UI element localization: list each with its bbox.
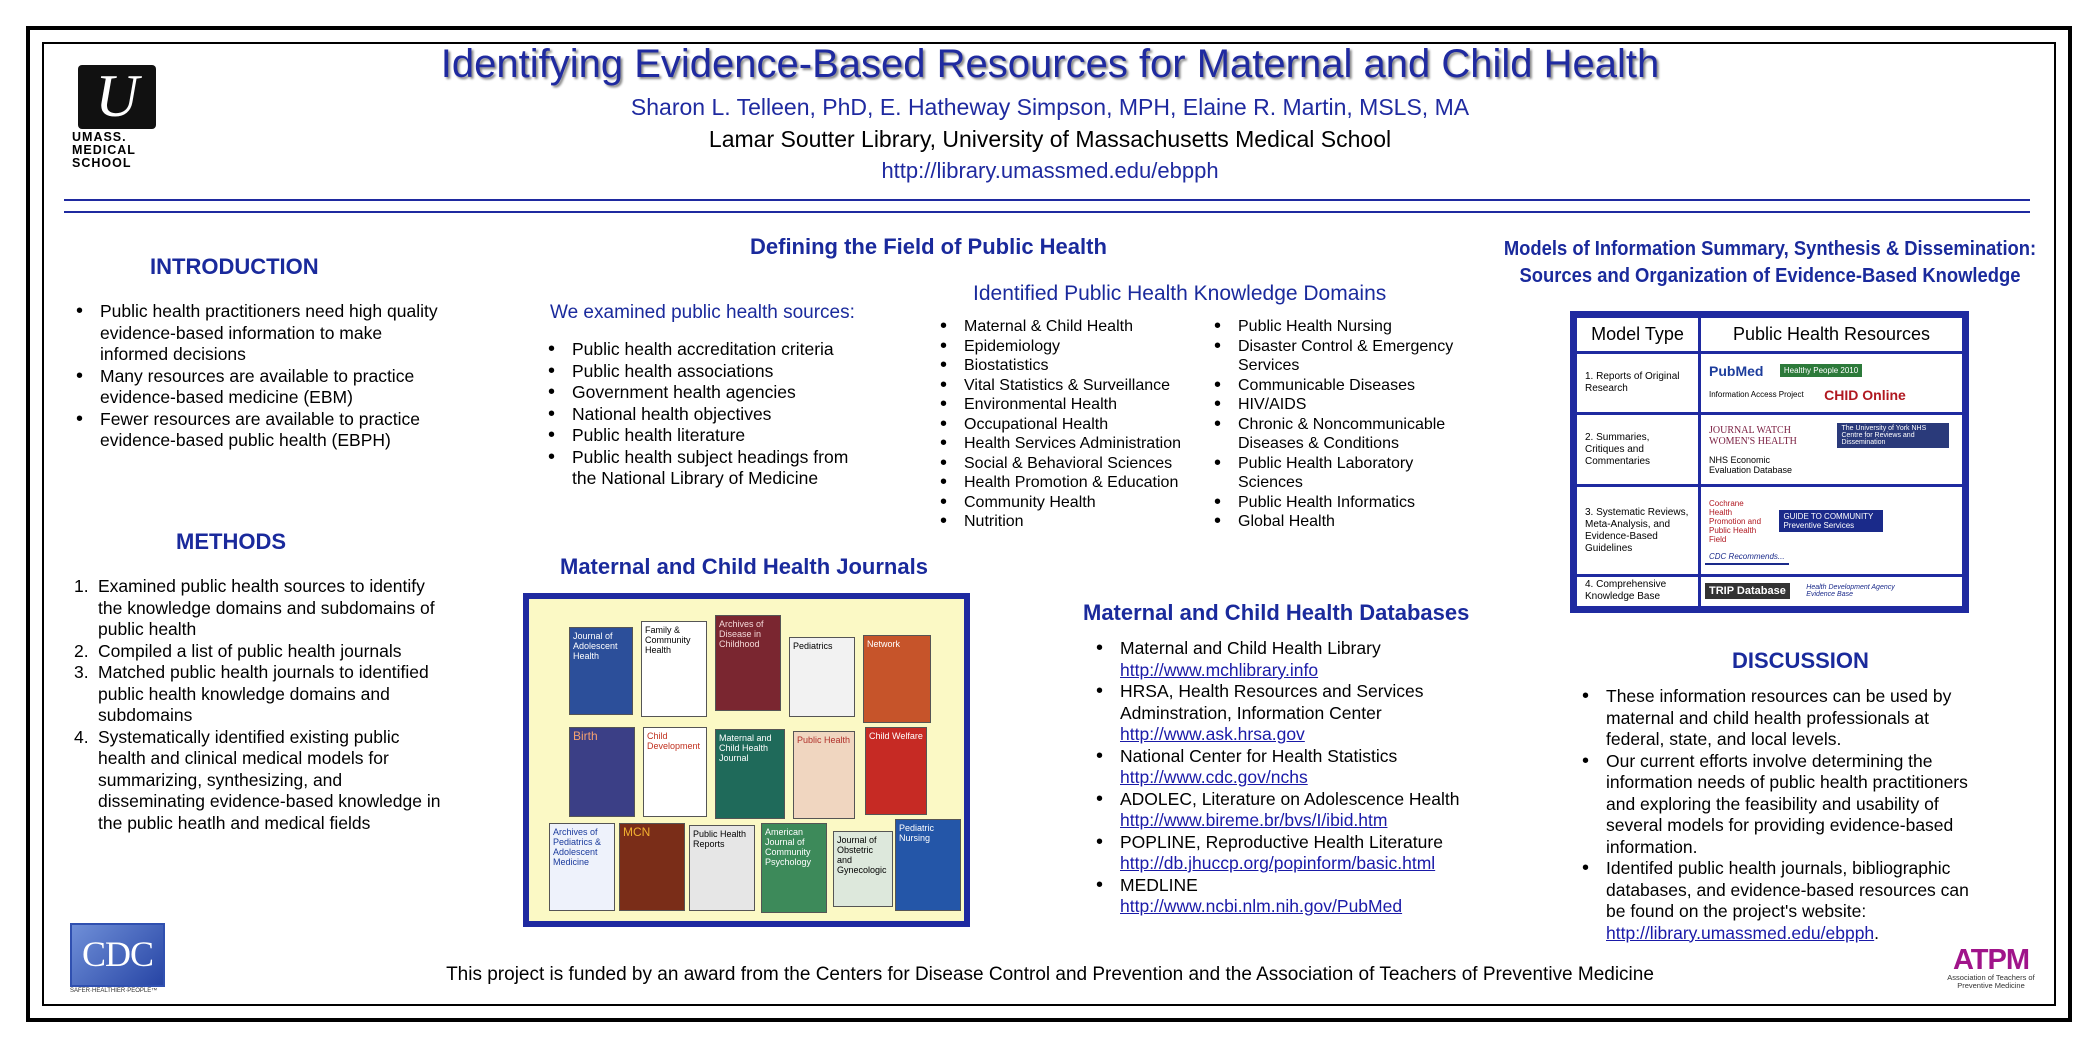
introduction-list (74, 301, 454, 452)
list-item: • Health Services Administration (938, 434, 1198, 454)
list-item: • Identifed public health journals, bibliographic databases, and evidence-based resources can be found on the project's website: http://library.umassmed.edu/ebpph. (1580, 858, 1980, 944)
nhs-eed-label: NHS Economic Evaluation Database (1709, 454, 1793, 475)
atpm-logo-subtitle: Association of Teachers of Preventive Medicine (1947, 973, 2035, 990)
list-item: 2. Compiled a list of public health journals (74, 640, 402, 661)
cdc-logo-icon: CDC (70, 923, 165, 987)
sources-list (546, 339, 876, 490)
table-header: Public Health Resources (1700, 317, 1964, 353)
list-item: • ADOLEC, Literature on Adolescence Health http://www.bireme.br/bvs/I/ibid.htm (1094, 789, 1514, 832)
pubmed-logo: PubMed (1709, 362, 1764, 379)
list-item: • Government health agencies (546, 382, 876, 404)
list-item: • Community Health (938, 493, 1198, 513)
list-item: • Public Health Informatics (1212, 493, 1462, 513)
list-item: • Public health associations (546, 361, 876, 383)
chid-logo: CHID Online (1824, 386, 1906, 403)
database-link[interactable]: http://www.mchlibrary.info (1120, 659, 1319, 680)
hda-logo: Health Development Agency Evidence Base (1806, 584, 1895, 599)
list-item: • National health objectives (546, 404, 876, 426)
list-item: • Public health subject headings from the National Library of Medicine (546, 447, 876, 490)
list-item: • MEDLINE http://www.ncbi.nlm.nih.gov/PubMed (1094, 875, 1514, 918)
journal-cover: Child Development (643, 727, 707, 817)
methods-heading: METHODS (176, 529, 286, 554)
list-item: • HIV/AIDS (1212, 395, 1462, 415)
journal-cover: Journal of Adolescent Health (569, 627, 633, 715)
list-item: • Maternal and Child Health Library http://www.mchlibrary.info (1094, 638, 1514, 681)
list-item: • Public health practitioners need high quality evidence-based information to make informed decisions (74, 301, 454, 366)
database-link[interactable]: http://www.bireme.br/bvs/I/ibid.htm (1120, 810, 1388, 830)
list-item: • Epidemiology (938, 337, 1198, 357)
poster-title: Identifying Evidence-Based Resources for Maternal and Child Health (440, 42, 1660, 86)
journal-watch-logo: JOURNAL WATCH WOMEN'S HEALTH (1709, 424, 1797, 447)
list-item: • Health Promotion & Education (938, 473, 1198, 493)
journal-cover: Journal of Obstetric and Gynecologic (833, 831, 893, 907)
umass-logo-text: UMASS. MEDICAL SCHOOL (72, 130, 136, 170)
information-access-label: Information Access Project (1709, 390, 1804, 400)
list-item: • Many resources are available to practice evidence-based medicine (EBM) (74, 366, 454, 409)
methods-list (74, 576, 444, 834)
list-item: • Public Health Laboratory Sciences (1212, 454, 1462, 493)
journal-cover: Pediatrics (789, 637, 855, 717)
journal-cover: Network (863, 635, 931, 723)
cochrane-logo: Cochrane Health Promotion and Public Health Field (1709, 498, 1762, 544)
models-heading: Models of Information Summary, Synthesis & Dissemination: Sources and Organization of Evidence-Based Knowledge (1503, 238, 2037, 287)
database-link[interactable]: http://www.ask.hrsa.gov (1120, 724, 1305, 744)
list-item: 3. Matched public health journals to identified public health knowledge domains and subdomains (74, 662, 429, 725)
list-item: • Public health literature (546, 425, 876, 447)
list-item: • Environmental Health (938, 395, 1198, 415)
list-item: • Vital Statistics & Surveillance (938, 376, 1198, 396)
list-item: 1. Examined public health sources to identify the knowledge domains and subdomains of public health (74, 576, 435, 639)
header-rule-bottom (64, 211, 2030, 213)
list-item: • Maternal & Child Health (938, 317, 1198, 337)
list-item: 4. Systematically identified existing public health and clinical medical models for summarizing, synthesizing, and disseminating evidence-based knowledge in the public heatlh and medical fields (74, 726, 441, 833)
list-item: • Public Health Nursing (1212, 317, 1462, 337)
york-logo: The University of York NHS Centre for Reviews and Dissemination (1837, 423, 1949, 448)
atpm-logo-icon: ATPM (1952, 944, 2029, 976)
list-item: • National Center for Health Statistics http://www.cdc.gov/nchs (1094, 746, 1514, 789)
list-item: • Nutrition (938, 512, 1198, 532)
umass-logo-icon: U (78, 65, 156, 129)
cdc-recommends-logo: CDC Recommends... (1705, 550, 1789, 565)
journal-cover: Public Health Reports (689, 825, 755, 911)
journal-cover: American Journal of Community Psychology (761, 823, 827, 913)
funding-statement: This project is funded by an award from the Centers for Disease Control and Prevention and the Association of Teachers of Preventive Medicine (446, 964, 1654, 985)
list-item: • Public health accreditation criteria (546, 339, 876, 361)
database-link[interactable]: http://www.cdc.gov/nchs (1120, 767, 1308, 787)
defining-heading: Defining the Field of Public Health (750, 234, 1107, 259)
journal-cover: Public Health (793, 731, 855, 819)
domains-heading: Identified Public Health Knowledge Domains (973, 282, 1387, 305)
cdc-tagline: SAFER·HEALTHIER·PEOPLE™ (70, 988, 158, 994)
list-item: • Global Health (1212, 512, 1462, 532)
list-item: • Fewer resources are available to practice evidence-based public health (EBPH) (74, 409, 454, 452)
table-row: 4. Comprehensive Knowledge Base TRIP Database Health Development Agency Evidence Base (1576, 575, 1964, 607)
list-item: • Communicable Diseases (1212, 376, 1462, 396)
list-item: • POPLINE, Reproductive Health Literature http://db.jhuccp.org/popinform/basic.html (1094, 832, 1514, 875)
journal-cover: Child Welfare (865, 727, 927, 815)
affiliation: Lamar Soutter Library, University of Massachusetts Medical School (708, 126, 1392, 152)
list-item: • Chronic & Noncommunicable Diseases & Conditions (1212, 415, 1462, 454)
list-item: • HRSA, Health Resources and Services Adminstration, Information Center http://www.ask.hrsa.gov (1094, 681, 1514, 746)
community-guide-logo: GUIDE TO COMMUNITY Preventive Services (1779, 510, 1883, 532)
table-row: 3. Systematic Reviews, Meta-Analysis, and Evidence-Based Guidelines Cochrane Health Promotion and Public Health Field GUIDE TO COMMUNITY Preventive Services CDC Recommends... (1576, 486, 1964, 575)
list-item: • These information resources can be used by maternal and child health professionals at federal, state, and local levels. (1580, 686, 1980, 751)
journal-covers-collage (523, 593, 970, 927)
database-link[interactable]: http://db.jhuccp.org/popinform/basic.html (1120, 853, 1436, 873)
table-header: Model Type (1576, 317, 1700, 353)
database-link[interactable]: http://www.ncbi.nlm.nih.gov/PubMed (1120, 896, 1403, 916)
journal-cover: Archives of Disease in Childhood (715, 615, 781, 711)
journal-cover: Maternal and Child Health Journal (715, 729, 785, 819)
models-table (1570, 311, 1969, 613)
domains-list-col2 (1212, 317, 1462, 532)
journal-cover: MCN (619, 823, 685, 911)
list-item: • Biostatistics (938, 356, 1198, 376)
header-rule-top (64, 199, 2030, 201)
journal-cover: Archives of Pediatrics & Adolescent Medicine (549, 823, 615, 911)
discussion-list (1580, 686, 1980, 944)
domains-list-col1 (938, 317, 1198, 532)
journal-cover: Pediatric Nursing (895, 819, 961, 911)
databases-list (1094, 638, 1514, 918)
project-website-link[interactable]: http://library.umassmed.edu/ebpph (1606, 922, 1875, 943)
introduction-heading: INTRODUCTION (150, 254, 319, 279)
sources-heading: We examined public health sources: (550, 302, 855, 323)
journal-cover: Family & Community Health (641, 621, 707, 717)
discussion-heading: DISCUSSION (1732, 648, 1869, 673)
journal-cover: Birth (569, 727, 635, 817)
list-item: • Social & Behavioral Sciences (938, 454, 1198, 474)
table-row: 2. Summaries, Critiques and Commentaries JOURNAL WATCH WOMEN'S HEALTH The University of York NHS Centre for Reviews and Dissemination NHS Economic Evaluation Database (1576, 413, 1964, 486)
healthy-people-logo: Healthy People 2010 (1780, 364, 1862, 377)
trip-logo: TRIP Database (1705, 583, 1790, 599)
table-row: 1. Reports of Original Research PubMed Healthy People 2010 Information Access Project CHID Online (1576, 353, 1964, 414)
list-item: • Our current efforts involve determining the information needs of public health practitioners and exploring the feasibility and usability of several models for providing evidence-based information. (1580, 751, 1980, 859)
list-item: • Occupational Health (938, 415, 1198, 435)
project-url[interactable]: http://library.umassmed.edu/ebpph (881, 158, 1219, 183)
journals-heading: Maternal and Child Health Journals (560, 554, 928, 579)
authors: Sharon L. Telleen, PhD, E. Hatheway Simpson, MPH, Elaine R. Martin, MSLS, MA (630, 94, 1470, 120)
list-item: • Disaster Control & Emergency Services (1212, 337, 1462, 376)
databases-heading: Maternal and Child Health Databases (1083, 600, 1470, 625)
